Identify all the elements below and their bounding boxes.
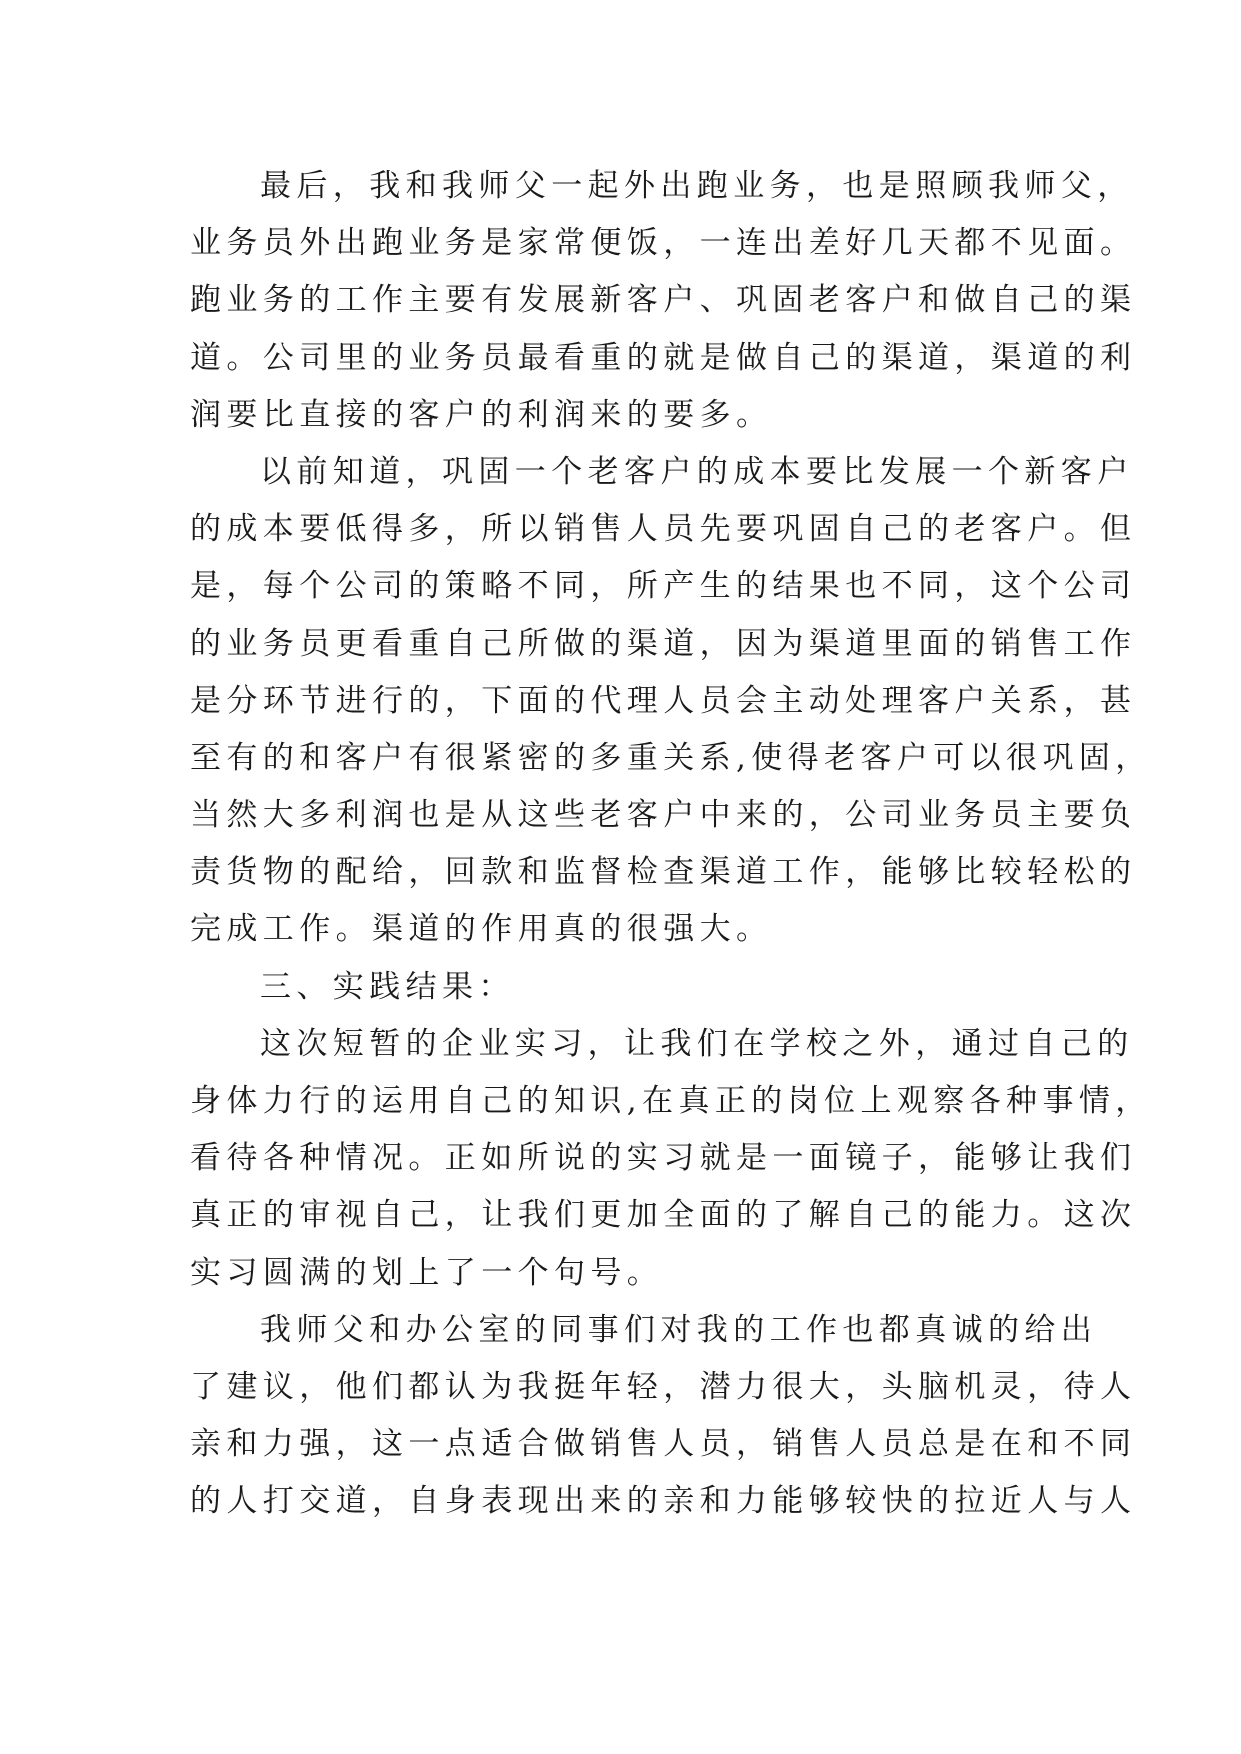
paragraph-line: 的人打交道，自身表现出来的亲和力能够较快的拉近人与人 bbox=[190, 1483, 1137, 1520]
paragraph-line: 最后，我和我师父一起外出跑业务，也是照顾我师父， bbox=[260, 168, 1134, 204]
paragraph-line: 跑业务的工作主要有发展新客户、巩固老客户和做自己的渠 bbox=[190, 282, 1137, 319]
paragraph-line: 亲和力强，这一点适合做销售人员，销售人员总是在和不同 bbox=[190, 1426, 1137, 1463]
paragraph-line: 业务员外出跑业务是家常便饭，一连出差好几天都不见面。 bbox=[190, 225, 1137, 262]
paragraph-line: 至有的和客户有很紧密的多重关系,使得老客户可以很巩固， bbox=[190, 739, 1152, 776]
paragraph-line: 以前知道，巩固一个老客户的成本要比发展一个新客户 bbox=[260, 453, 1134, 490]
paragraph-line: 真正的审视自己，让我们更加全面的了解自己的能力。这次 bbox=[190, 1197, 1137, 1234]
paragraph-line: 的成本要低得多，所以销售人员先要巩固自己的老客户。但 bbox=[190, 511, 1137, 548]
paragraph-line: 润要比直接的客户的利润来的要多。 bbox=[190, 396, 773, 433]
paragraph-line: 道。公司里的业务员最看重的就是做自己的渠道，渠道的利 bbox=[190, 339, 1137, 376]
paragraph-line: 完成工作。渠道的作用真的很强大。 bbox=[190, 911, 773, 948]
paragraph-line: 责货物的配给，回款和监督检查渠道工作，能够比较轻松的 bbox=[190, 854, 1137, 891]
paragraph-line: 看待各种情况。正如所说的实习就是一面镜子，能够让我们 bbox=[190, 1140, 1137, 1177]
paragraph-line: 是分环节进行的，下面的代理人员会主动处理客户关系，甚 bbox=[190, 682, 1137, 719]
paragraph-line: 的业务员更看重自己所做的渠道，因为渠道里面的销售工作 bbox=[190, 625, 1137, 662]
paragraph-line: 当然大多利润也是从这些老客户中来的，公司业务员主要负 bbox=[190, 797, 1137, 834]
paragraph-line: 是，每个公司的策略不同，所产生的结果也不同，这个公司 bbox=[190, 568, 1137, 605]
paragraph-line: 身体力行的运用自己的知识,在真正的岗位上观察各种事情， bbox=[190, 1083, 1152, 1119]
paragraph-line: 了建议，他们都认为我挺年轻，潜力很大，头脑机灵，待人 bbox=[190, 1368, 1137, 1405]
paragraph-line: 我师父和办公室的同事们对我的工作也都真诚的给出 bbox=[260, 1311, 1098, 1348]
paragraph-line: 实习圆满的划上了一个句号。 bbox=[190, 1254, 664, 1291]
document-body bbox=[190, 158, 1152, 1531]
paragraph-line: 这次短暂的企业实习，让我们在学校之外，通过自己的 bbox=[260, 1025, 1134, 1062]
section-heading: 三、实践结果： bbox=[260, 968, 515, 1005]
